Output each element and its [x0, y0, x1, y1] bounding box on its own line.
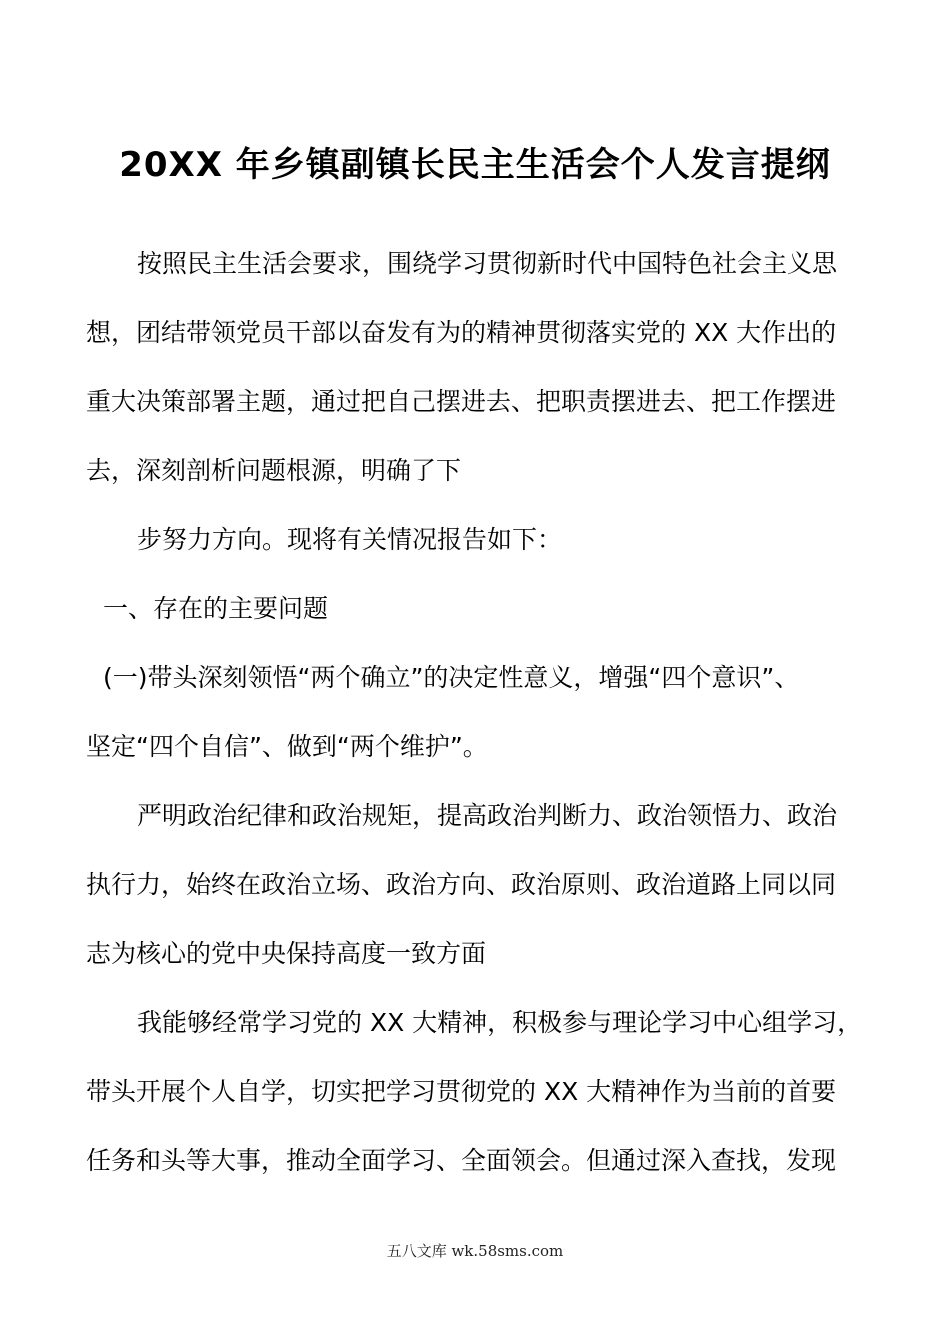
document-title: 20XX 年乡镇副镇长民主生活会个人发言提纲 — [119, 145, 831, 185]
body-line: 我能够经常学习党的 XX 大精神，积极参与理论学习中心组学习， — [137, 1008, 863, 1037]
body-line: 执行力，始终在政治立场、政治方向、政治原则、政治道路上同以同 — [86, 870, 837, 899]
body-line: 志为核心的党中央保持高度一致方面 — [86, 939, 487, 968]
body-line: 坚定“四个自信”、做到“两个维护”。 — [86, 732, 488, 761]
subsection-heading: (一)带头深刻领悟“两个确立”的决定性意义，增强“四个意识”、 — [103, 663, 800, 692]
body-line: 去，深刻剖析问题根源，明确了下 — [86, 456, 462, 485]
body-line: 想，团结带领党员干部以奋发有为的精神贯彻落实党的 XX 大作出的 — [86, 318, 837, 347]
body-line: 重大决策部署主题，通过把自己摆进去、把职责摆进去、把工作摆进 — [86, 387, 837, 416]
section-heading: 一、存在的主要问题 — [103, 594, 329, 623]
body-line: 严明政治纪律和政治规矩，提高政治判断力、政治领悟力、政治 — [137, 801, 838, 830]
body-line: 带头开展个人自学，切实把学习贯彻党的 XX 大精神作为当前的首要 — [86, 1077, 837, 1106]
body-line: 任务和头等大事，推动全面学习、全面领会。但通过深入查找，发现 — [86, 1146, 837, 1175]
footer-watermark: 五八文库 wk.58sms.com — [386, 1242, 564, 1260]
body-line: 按照民主生活会要求，围绕学习贯彻新时代中国特色社会主义思 — [137, 249, 838, 278]
body-line: 步努力方向。现将有关情况报告如下： — [137, 525, 563, 554]
